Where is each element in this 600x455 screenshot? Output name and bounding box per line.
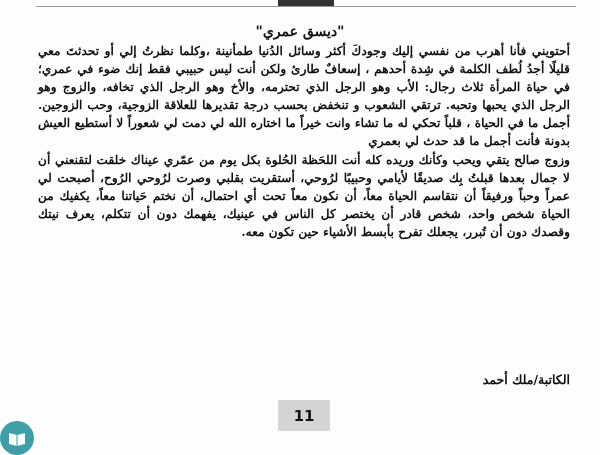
article-title: "ديسق عمري" [255, 24, 345, 40]
paragraph-2: وزوج صالح يتقي ويحب وكأنك وريده كله أنت اللحَظة الحُلوة بكل يوم من عمّري عيناك خلقت لتقنعني أن لا جمال بعدها قبلتُ بِك صديقًا لأيامي وحبيبًا لرُوحي، أستقريت بقلبي وصرت لرُوحي الرُوح، أصبحت لي عمراً وحباً ورفيقاً أن نتقاسم الحياة معاً، أن نكون معاً تحت أي احتمال، أن نختم حَياتنا معاً، يكفيك من الحياة شخص واحد، شخص قادر أن يختصر كل الناس في عينيك، يفهمك دون أن تتكلم، يعرف نيتك وقصدك دون أن تُبرر، يجعلك تفرح بأبسط الأشياء حين تكون معه. [38, 152, 570, 239]
paragraph-1: أحتويني فأنا أهرب من نفسي إليك وجودكَ أكثر وسائل الدُنيا طمأنينة ،وكلما نظرتُ إلي أو تحدثتَ معي قليلًا أجدُ لُطف الكلمة في شِدة أحدهم ، إسعافٌ طارئ ولكن أنت ليس حبيبي فقط إنك ضوء في عمري؛ في حياة المرأة ثلاث رجال: الأب وهو الرجل الذي تحترمه، والأخ وهو الرجل الذي تخافه، والزوج وهو الرجل الذي يحبها وتحبه. ترتقي الشعوب و تنخفض بحسب درجة تقديرها للعلاقة الزوجية، وحب الزوجين. أجمل ما في الحياة ، قلباً تحكي له ما تشاء وانت خيراً ما اختاره الله لي دمت لي شعوراً لا أستطيع العيش بدونة فأنت أجمل ما قد حدث لي بعمري [38, 44, 570, 149]
author-signature: الكاتبة/ملك أحمد [482, 372, 570, 387]
article-body [38, 42, 570, 241]
page-number: 11 [278, 400, 330, 431]
corner-badge[interactable] [0, 421, 34, 455]
top-rule [36, 0, 576, 7]
top-rule-notch [278, 0, 334, 6]
book-icon [8, 430, 26, 446]
